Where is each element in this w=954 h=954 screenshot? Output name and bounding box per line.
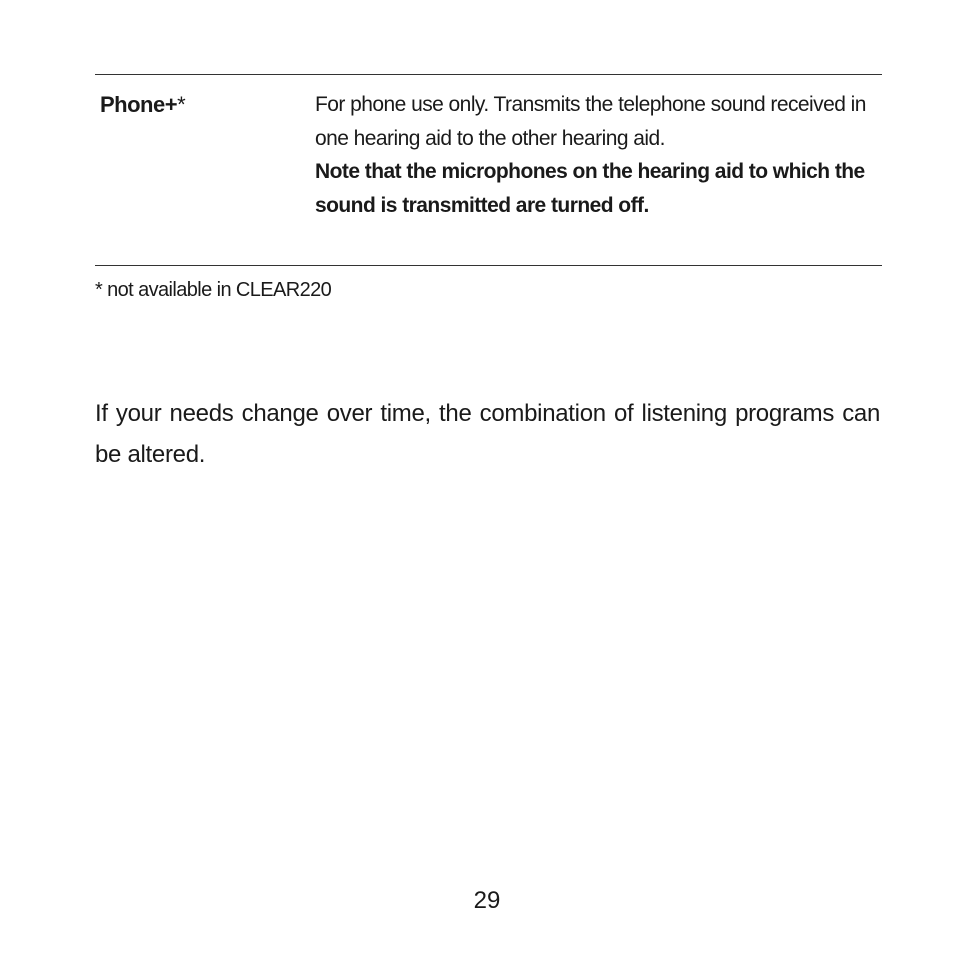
program-description-note: Note that the microphones on the hearing aid to which the sound is transmitted are turned off. <box>315 160 865 217</box>
table-bottom-rule <box>95 265 882 266</box>
program-description-text: For phone use only. Transmits the telephone sound received in one hearing aid to the other hearing aid. <box>315 93 866 150</box>
page-number: 29 <box>473 887 501 914</box>
footnote: * not available in CLEAR220 <box>95 279 332 301</box>
program-name-label: Phone+ <box>100 92 178 117</box>
body-paragraph: If your needs change over time, the combination of listening programs can be altered. <box>95 400 880 468</box>
program-name-phone-plus <box>100 88 185 122</box>
program-description-phone-plus <box>315 88 875 222</box>
program-name-footnote-marker: * <box>177 92 186 117</box>
table-top-rule <box>95 74 882 75</box>
